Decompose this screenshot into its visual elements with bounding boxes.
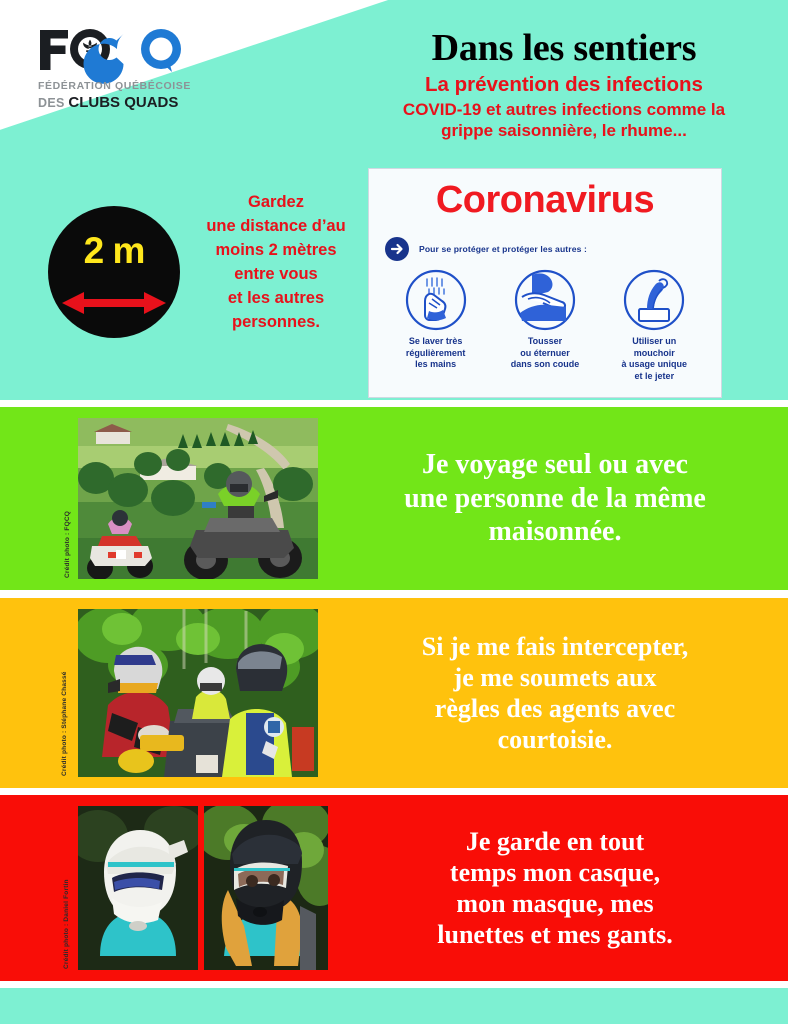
caption-line: Utiliser un [632,336,677,346]
prevention-item [495,269,595,383]
photo-rider-black-helmet [204,806,328,970]
caption-line: dans son coude [510,359,580,370]
distance-badge-value: 2 m [83,230,145,271]
header-subtitle-line-1: COVID-19 et autres infections comme la [402,100,726,120]
photo-quad-trail [78,418,318,579]
header-subtitle: La prévention des infections [425,73,703,97]
caption-line: Tousser [527,336,563,346]
message-band-green [0,407,788,590]
coronavirus-prevention-list [369,269,721,383]
double-arrow-icon [62,292,166,314]
caption-line: mouchoir [633,347,675,358]
photo-credit: Crédit photo : FQCQ [64,511,71,578]
tissue-icon [623,269,685,331]
band-message-line: Je voyage seul ou avec [422,449,688,481]
distance-badge [48,206,180,338]
band-message-line: temps mon casque, [449,857,661,887]
fqcq-logo [38,26,198,111]
coronavirus-card-intro-text: Pour se protéger et protéger les autres : [419,244,587,254]
band-message-green [330,407,780,590]
prevention-item [386,269,486,383]
footer-band [0,988,788,1024]
distance-instruction [192,191,360,335]
band-message-line: Je garde en tout [465,826,645,856]
photo-trail-patrol [78,609,318,777]
band-message-line: règles des agents avec [434,694,676,723]
coronavirus-card-title: Coronavirus [435,179,655,221]
photo-credit: Crédit photo : Stéphane Chassé [61,671,68,776]
page-title: Dans les sentiers [431,27,697,69]
distance-line: une distance d’au [206,216,346,235]
band-message-line: courtoisie. [497,725,613,755]
caption-line: à usage unique [621,359,688,370]
band-message-line: une personne de la même [404,482,706,514]
photo-credit: Crédit photo : Daniel Fortin [63,879,70,969]
header-subtitle-line-2: grippe saisonnière, le rhume... [441,121,687,141]
band-message-line: mon masque, mes [456,889,654,918]
photo-rider-white-helmet [78,806,198,970]
logo-subtitle-clubs-quads: CLUBS QUADS [68,94,179,111]
caption-line: régulièrement [405,347,466,358]
caption-line: Se laver très [408,336,463,346]
arrow-right-icon [385,237,409,261]
band-message-yellow [330,598,780,788]
band-message-line: je me soumets aux [453,662,657,692]
band-message-line: Si je me fais intercepter, [421,631,689,661]
caption-line: ou éternuer [520,347,570,358]
band-message-red [330,795,780,981]
prevention-caption [604,336,704,383]
logo-subtitle-line-2 [38,94,198,111]
prevention-caption [386,336,486,371]
fqcq-logo-mark [38,26,188,74]
prevention-item [604,269,704,383]
header-subtitle-secondary [348,100,780,141]
message-band-yellow [0,598,788,788]
distance-line: entre vous [234,264,318,283]
prevention-caption [495,336,595,371]
handwashing-icon [405,269,467,331]
coronavirus-info-card [368,168,722,398]
band-message-line: lunettes et mes gants. [437,920,673,950]
message-band-red [0,795,788,981]
distance-line: Gardez [248,193,304,211]
logo-subtitle-line-1: FÉDÉRATION QUÉBÉCOISE [38,80,192,92]
distance-line: moins 2 mètres [215,240,337,259]
header-text-block [348,28,780,142]
band-message-line: maisonnée. [488,516,622,548]
distance-line: personnes. [231,312,321,331]
caption-line: les mains [415,359,457,370]
distance-line: et les autres [227,288,325,307]
cough-into-elbow-icon [514,269,576,331]
caption-line: et le jeter [634,371,675,382]
coronavirus-card-intro-row [385,237,721,261]
logo-subtitle-des: DES [38,96,65,110]
